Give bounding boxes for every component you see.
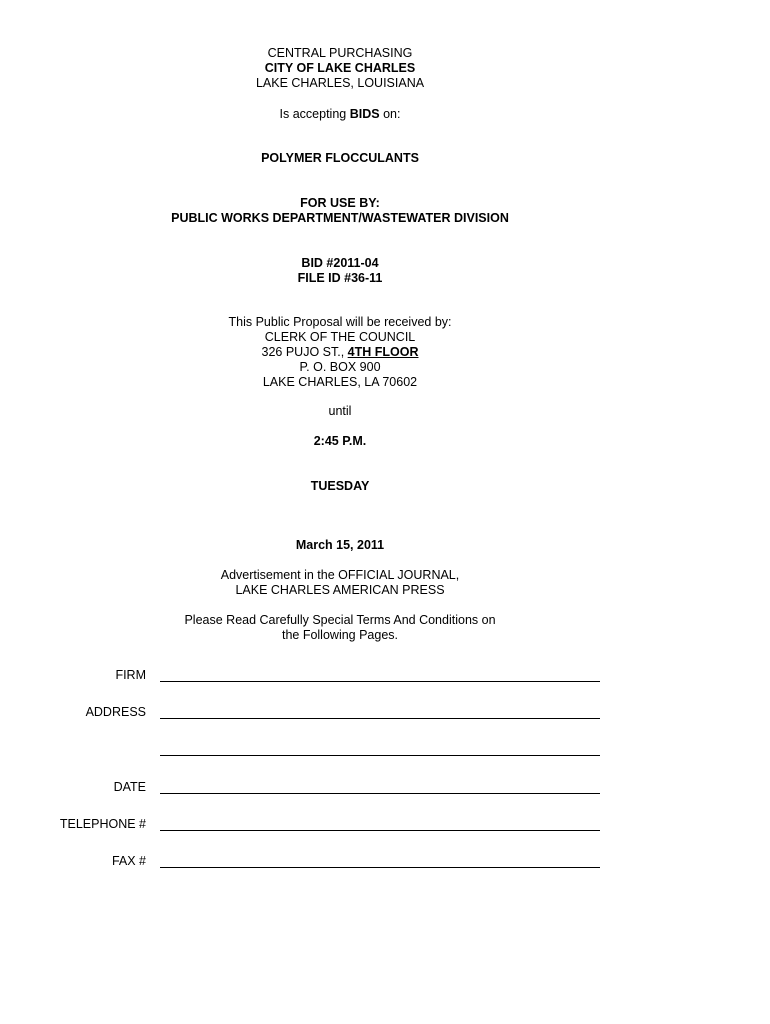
receipt-street [0, 345, 680, 360]
telephone-label: TELEPHONE # [59, 817, 146, 831]
bid-number: BID #2011-04 [301, 256, 379, 270]
accepting-bids-line [0, 107, 680, 122]
address-label: ADDRESS [85, 705, 146, 719]
accepting-pre: Is accepting [279, 107, 350, 121]
telephone-field[interactable] [160, 830, 600, 831]
file-id: FILE ID #36-11 [297, 271, 383, 285]
street-address: 326 PUJO ST., [261, 345, 348, 359]
address-field[interactable] [160, 718, 600, 719]
deadline-date: March 15, 2011 [295, 538, 385, 552]
fax-label: FAX # [111, 854, 146, 868]
notice-line-1: Please Read Carefully Special Terms And Conditions on [184, 613, 496, 627]
advertisement-line-2: LAKE CHARLES AMERICAN PRESS [235, 583, 445, 597]
firm-label: FIRM [115, 668, 146, 682]
date-label: DATE [113, 780, 146, 794]
dept-name: CENTRAL PURCHASING [267, 46, 413, 60]
address-field-line-2[interactable] [160, 755, 600, 756]
deadline-day: TUESDAY [310, 479, 370, 493]
date-field[interactable] [160, 793, 600, 794]
use-by-label: FOR USE BY: [300, 196, 380, 210]
notice-line-2: the Following Pages. [281, 628, 399, 642]
location: LAKE CHARLES, LOUISIANA [255, 76, 425, 90]
city-name: CITY OF LAKE CHARLES [264, 61, 416, 75]
firm-field[interactable] [160, 681, 600, 682]
accepting-post: on: [379, 107, 401, 121]
advertisement-line-1: Advertisement in the OFFICIAL JOURNAL, [220, 568, 460, 582]
accepting-bids: BIDS [349, 107, 380, 121]
bid-item: POLYMER FLOCCULANTS [261, 151, 419, 165]
fax-field[interactable] [160, 867, 600, 868]
deadline-time: 2:45 P.M. [313, 434, 367, 448]
receipt-intro: This Public Proposal will be received by: [228, 315, 452, 329]
receipt-po-box: P. O. BOX 900 [299, 360, 381, 374]
receipt-city-zip: LAKE CHARLES, LA 70602 [262, 375, 418, 389]
street-floor: 4TH FLOOR [347, 345, 419, 359]
use-by-department: PUBLIC WORKS DEPARTMENT/WASTEWATER DIVISION [171, 211, 509, 225]
until-text: until [328, 404, 352, 418]
receipt-office: CLERK OF THE COUNCIL [264, 330, 416, 344]
